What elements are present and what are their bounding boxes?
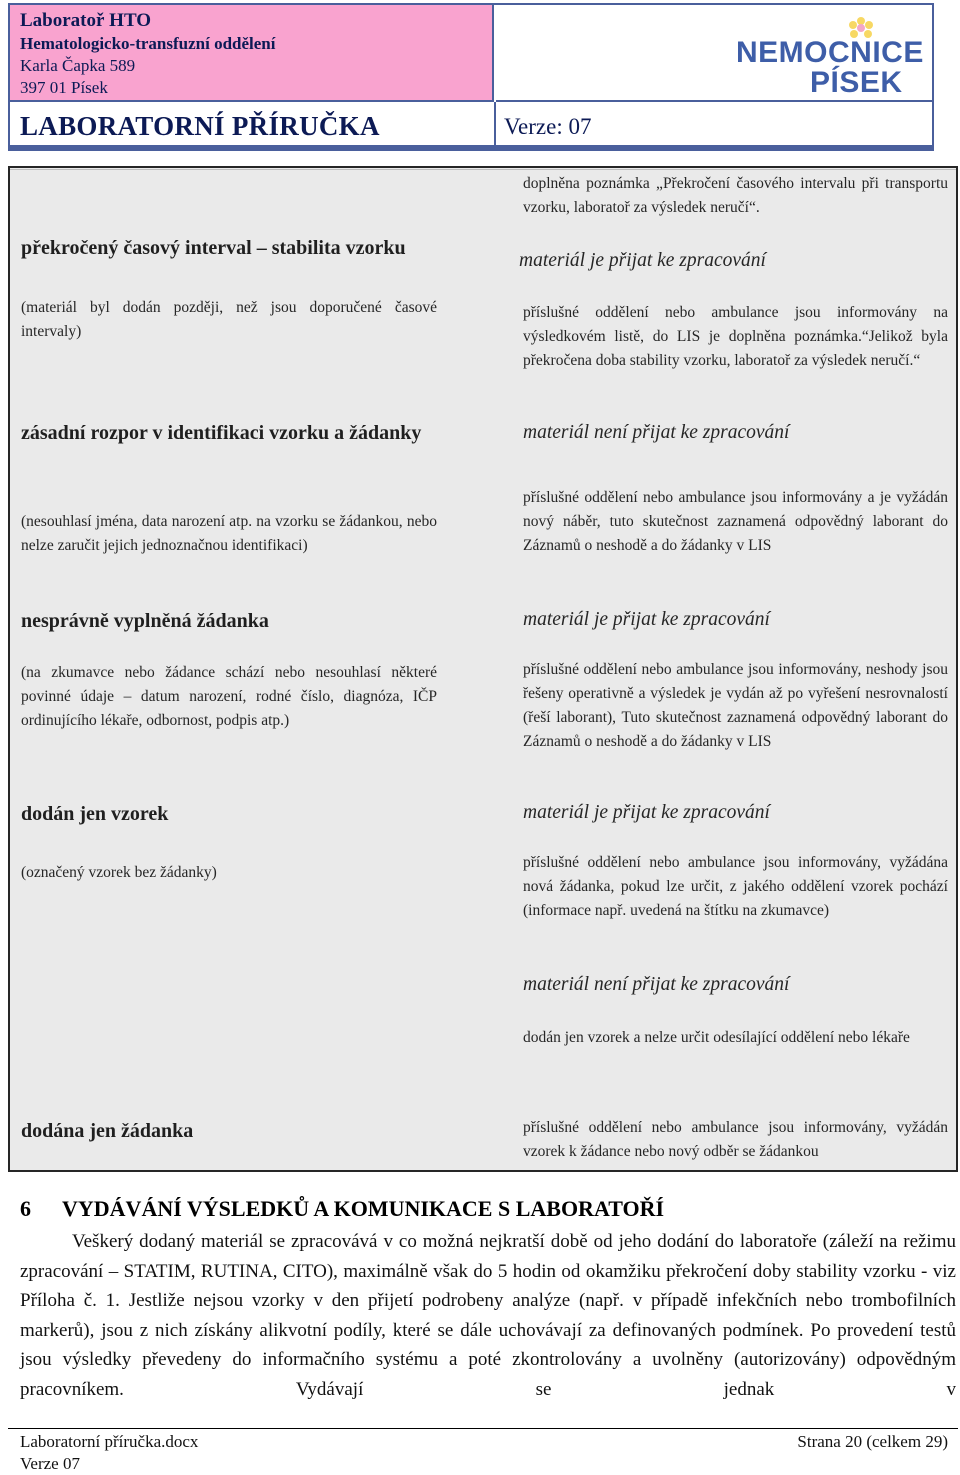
row5-heading: dodán jen vzorek: [21, 803, 169, 825]
row3-note: (nesouhlasí jména, data narození atp. na vzorku se žádankou, nebo nelze zaručit jejich jednoznačnou identifikaci): [21, 513, 437, 554]
lab-address-block: [10, 5, 494, 102]
row3-right-text: příslušné oddělení nebo ambulance jsou informovány a je vyžádán nový náběr, tuto skutečnost zaznamená odpovědný laborant do Záznamů o neshodě a do žádanky v LIS: [523, 489, 948, 554]
row2-right-text: příslušné oddělení nebo ambulance jsou informovány na výsledkovém listě, do LIS je doplněna poznámka.“Jelikož byla překročena doba stability vzorku, laboratoř za výsledek neručí.“: [523, 304, 948, 369]
footer-filename: Laboratorní příručka.docx: [20, 1432, 199, 1451]
document-version: Verze: 07: [504, 114, 592, 139]
footer-page-number: Strana 20 (celkem 29): [797, 1432, 948, 1451]
document-title: LABORATORNÍ PŘÍRUČKA: [20, 111, 380, 141]
footer-version: Verze 07: [20, 1454, 80, 1473]
row6-heading: dodána jen žádanka: [21, 1120, 194, 1142]
row2-note: (materiál byl dodán později, než jsou doporučené časové intervaly): [21, 299, 437, 340]
row2-status: materiál je přijat ke zpracování: [519, 250, 766, 271]
header-divider: [494, 102, 496, 149]
row5-note: (označený vzorek bez žádanky): [21, 864, 217, 881]
row3-heading: zásadní rozpor v identifikaci vzorku a žádanky: [21, 422, 422, 444]
section-paragraph: Veškerý dodaný materiál se zpracovává v co možná nejkratší době od jeho dodání do laboratoře (záleží na režimu zpracování – STATIM, RUTINA, CITO), maximálně však do 5 hodin od okamžiku překročení doby stability vzorku - viz Příloha č. 1. Jestliže nejsou vzorky v den přijetí podrobeny analýze (např. v případě infekčních nebo trombofilních markerů), jsou z nich získány alikvotní podíly, které se dále uchovávají za definovaných podmínek. Po provedení testů jsou výsledky převedeny do informačního systému a poté zkontrolovány a uvolněny (autorizovány) odpovědným pracovníkem. Vydávají se jednak v: [20, 1231, 956, 1400]
row1-right-text: doplněna poznámka „Překročení časového intervalu při transportu vzorku, laboratoř za výsledek neručí“.: [523, 175, 948, 216]
row4-heading: nesprávně vyplněná žádanka: [21, 610, 269, 632]
footer-divider: [8, 1428, 958, 1429]
row5-status-2: materiál není přijat ke zpracování: [523, 974, 790, 995]
lab-name: Laboratoř HTO: [20, 10, 152, 31]
logo-text-line2: PÍSEK: [810, 66, 903, 99]
section-heading: [20, 1196, 664, 1222]
row5-right-text-2: dodán jen vzorek a nelze určit odesílající oddělení nebo lékaře: [523, 1029, 910, 1046]
row6-right-text: příslušné oddělení nebo ambulance jsou informovány, vyžádán vzorek k žádance nebo nový odběr se žádankou: [523, 1119, 948, 1160]
logo-block: [496, 5, 932, 102]
row4-status: materiál je přijat ke zpracování: [523, 609, 770, 630]
row5-right-text: příslušné oddělení nebo ambulance jsou informovány, vyžádána nová žádanka, pokud lze určit, z jakého oddělení vzorek pochází (informace např. uvedená na štítku na zkumavce): [523, 854, 948, 919]
sample-acceptance-table: [8, 166, 958, 1172]
document-header: [8, 3, 934, 151]
city-address: 397 01 Písek: [20, 78, 108, 97]
hospital-logo: [736, 15, 926, 99]
logo-text-line1: NEMOCNICE: [736, 36, 924, 69]
section-title: VYDÁVÁNÍ VÝSLEDKŮ A KOMUNIKACE S LABORATOŘÍ: [62, 1196, 665, 1221]
row4-right-text: příslušné oddělení nebo ambulance jsou informovány, neshody jsou řešeny operativně a výsledek je vydán až po vyřešení nesrovnalostí (řeší laborant), Tuto skutečnost zaznamená odpovědný laborant do Záznamů o neshodě a do žádanky v LIS: [523, 661, 948, 750]
row5-status: materiál je přijat ke zpracování: [523, 802, 770, 823]
department-name: Hematologicko-transfuzní oddělení: [20, 34, 276, 53]
table-top-line: [10, 169, 956, 170]
section-number: 6: [20, 1196, 31, 1221]
row2-heading: překročený časový interval – stabilita vzorku: [21, 237, 406, 259]
row4-note: (na zkumavce nebo žádance schází nebo nesouhlasí některé povinné údaje – datum narození, rodné číslo, diagnóza, IČP ordinujícího lékaře, odbornost, podpis atp.): [21, 664, 437, 729]
row3-status: materiál není přijat ke zpracování: [523, 422, 790, 443]
header-bottom-bar: [10, 145, 932, 149]
street-address: Karla Čapka 589: [20, 56, 136, 75]
